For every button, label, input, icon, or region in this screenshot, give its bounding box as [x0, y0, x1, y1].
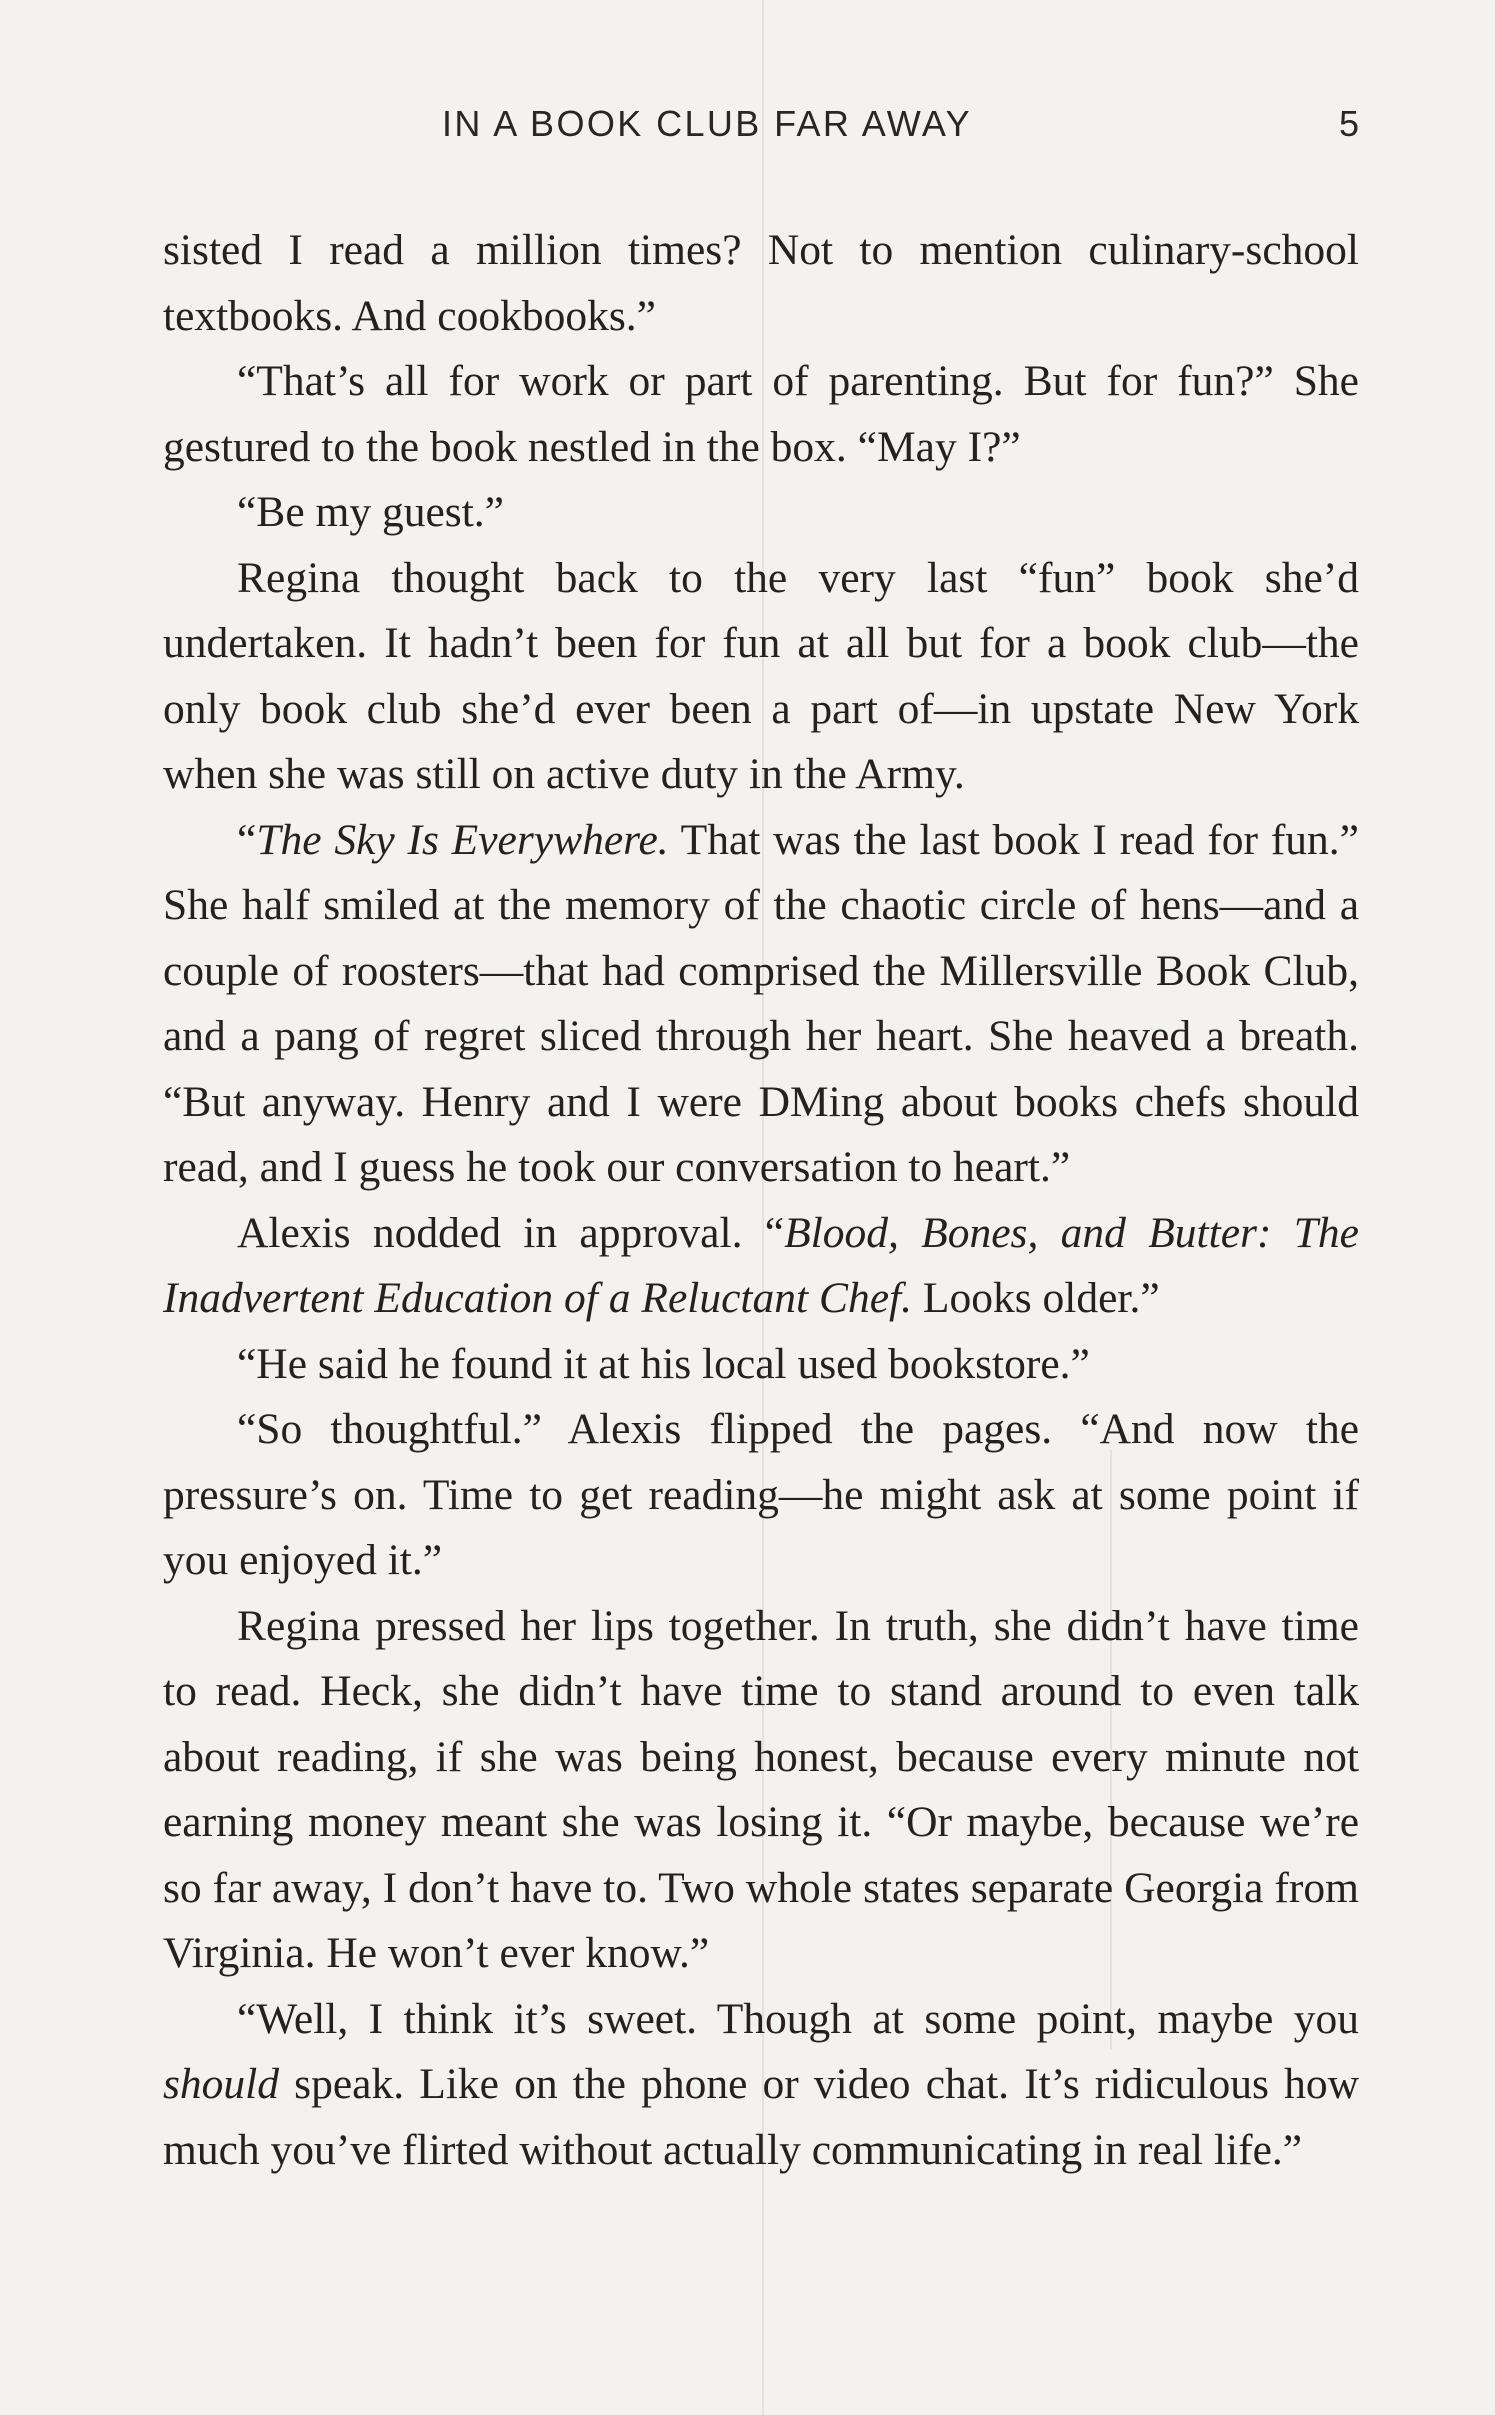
paragraph [163, 218, 1359, 349]
paragraph [163, 1594, 1359, 1987]
page-number: 5 [1338, 103, 1359, 144]
paragraph [163, 480, 1359, 546]
paragraph [163, 1987, 1359, 2184]
text-run: “ [237, 815, 257, 864]
paragraph [163, 349, 1359, 480]
text-run: “Be my guest.” [237, 488, 504, 536]
text-run: “That’s all for work or part of parenting. But for fun?” She gestured to the book nestled in the box. “May I?” [163, 357, 1359, 471]
text-run: Alexis nodded in approval. “ [237, 1208, 785, 1257]
text-run: Regina pressed her lips together. In truth, she didn’t have time to read. Heck, she didn’t have time to stand around to even talk about reading, if she was being honest, because every minute not earning money meant she was losing it. “Or maybe, because we’re so far away, I don’t have to. Two whole states separate Georgia from Virginia. He won’t ever know.” [163, 1601, 1359, 1977]
running-title: IN A BOOK CLUB FAR AWAY [442, 103, 973, 144]
paragraph [163, 1397, 1359, 1594]
italic-text: The Sky Is Everywhere. [256, 815, 669, 864]
text-run: Regina thought back to the very last “fun” book she’d undertaken. It hadn’t been for fun at all but for a book club—the only book club she’d ever been a part of—in upstate New York when she was still on active duty in the Army. [163, 553, 1359, 798]
text-run: That was the last book I read for fun.” She half smiled at the memory of the chaotic circle of hens—and a couple of roosters—that had comprised the Millersville Book Club, and a pang of regret sliced through her heart. She heaved a breath. “But anyway. Henry and I were DMing about books chefs should read, and I guess he took our conversation to heart.” [163, 815, 1359, 1191]
text-run: Looks older.” [912, 1274, 1160, 1322]
body-text [163, 218, 1359, 2183]
text-run: sisted I read a million times? Not to mention culinary-school textbooks. And cookbooks.” [163, 226, 1359, 340]
text-run: “He said he found it at his local used bookstore.” [237, 1339, 1090, 1388]
italic-text: Blood, Bones, and Butter: The Inadvertent Education of a Reluctant Chef. [163, 1208, 1359, 1322]
paragraph [163, 546, 1359, 808]
paragraph [163, 1332, 1359, 1398]
text-run: “So thoughtful.” Alexis flipped the pages. “And now the pressure’s on. Time to get reading—he might ask at some point if you enjoyed it.” [163, 1405, 1359, 1584]
paragraph [163, 1201, 1359, 1332]
italic-text: should [163, 2060, 280, 2108]
text-run: speak. Like on the phone or video chat. It’s ridiculous how much you’ve flirted without actually communicating in real life.” [163, 2060, 1359, 2174]
text-run: “Well, I think it’s sweet. Though at some point, maybe you [237, 1994, 1359, 2043]
paragraph [163, 808, 1359, 1201]
